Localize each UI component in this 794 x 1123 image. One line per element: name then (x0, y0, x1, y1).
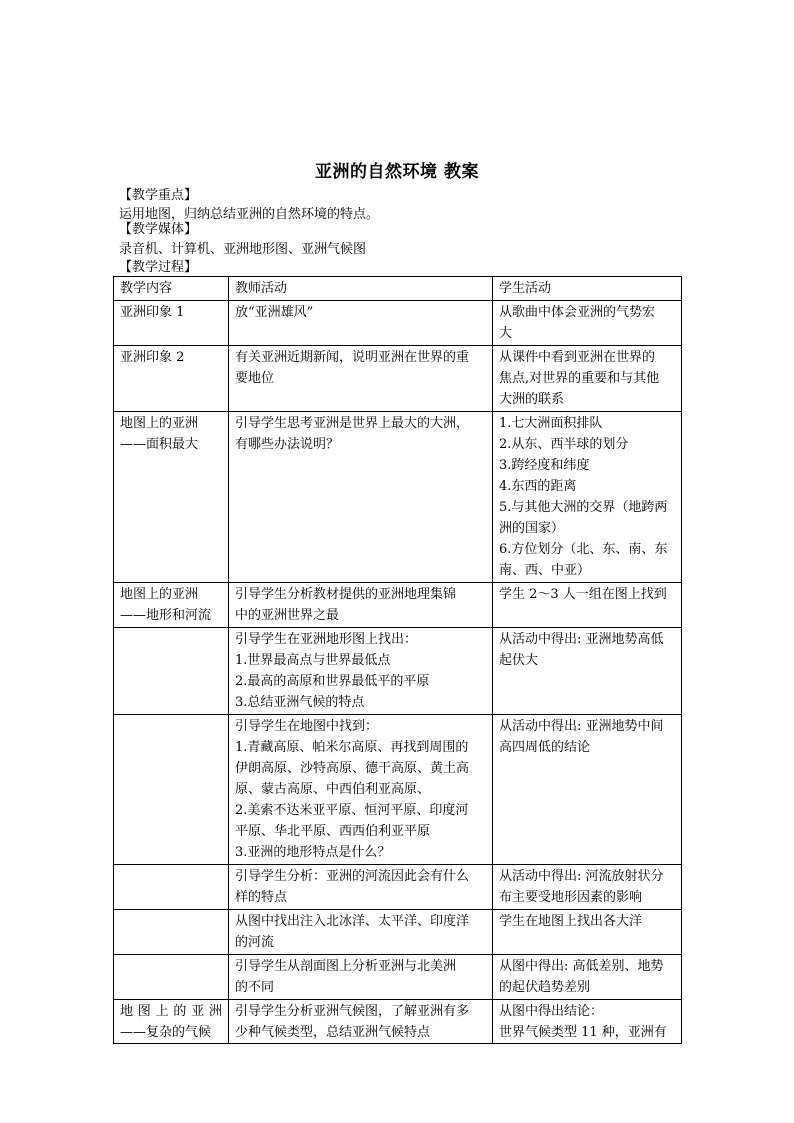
table-row (114, 910, 682, 955)
cell-line: 原、蒙古高原、中西伯利亚高原、 (235, 782, 431, 797)
cell-line: 从图中得出结论： (499, 1004, 604, 1019)
cell-teacher (229, 301, 493, 346)
cell-line: 地图上的亚洲 (120, 1004, 222, 1019)
cell-line: 大 (499, 326, 513, 341)
cell-teacher (229, 955, 493, 1000)
cell-student (493, 628, 682, 715)
cell-line: 世界气候类型 11 种，亚洲有 (499, 1025, 667, 1040)
cell-content (114, 583, 229, 628)
cell-teacher (229, 715, 493, 865)
cell-content (114, 628, 229, 715)
cell-line: 学生 2～3 人一组在图上找到 (499, 587, 667, 602)
cell-content (114, 412, 229, 583)
cell-content (114, 346, 229, 412)
cell-line: 从歌曲中体会亚洲的气势宏 (499, 305, 656, 320)
cell-line: 大洲的联系 (499, 392, 565, 407)
cell-line: 引导学生分析亚洲气候图，了解亚洲有多 (235, 1004, 470, 1019)
cell-teacher (229, 628, 493, 715)
cell-line: 1.七大洲面积排队 (499, 416, 603, 431)
cell-content (114, 1000, 229, 1044)
cell-student (493, 583, 682, 628)
cell-student (493, 301, 682, 346)
cell-line: 样的特点 (235, 890, 288, 905)
cell-line: 引导学生分析：亚洲的河流因此会有什么 (235, 869, 470, 884)
table-row (114, 1000, 682, 1044)
cell-line: 的不同 (235, 980, 275, 995)
cell-line: 亚洲印象 2 (120, 350, 185, 365)
cell-student (493, 865, 682, 910)
table-row (114, 346, 682, 412)
table-row (114, 715, 682, 865)
cell-line: 4.东西的距离 (499, 479, 577, 494)
cell-content (114, 301, 229, 346)
cell-line: 地图上的亚洲 (120, 416, 199, 431)
cell-student (493, 715, 682, 865)
table-header-row (114, 277, 682, 301)
cell-student (493, 955, 682, 1000)
cell-line: 少种气候类型，总结亚洲气候特点 (235, 1025, 431, 1040)
cell-teacher (229, 583, 493, 628)
cell-line: ——复杂的气候 (120, 1025, 212, 1040)
cell-line: 引导学生在亚洲地形图上找出： (235, 632, 418, 647)
cell-teacher (229, 910, 493, 955)
cell-line: 从课件中看到亚洲在世界的 (499, 350, 656, 365)
cell-content (114, 715, 229, 865)
table-row (114, 865, 682, 910)
cell-line: 1.世界最高点与世界最低点 (235, 653, 391, 668)
table-row (114, 301, 682, 346)
cell-teacher (229, 1000, 493, 1044)
section-text-media: 录音机、计算机、亚洲地形图、亚洲气候图 (119, 242, 367, 257)
cell-line: 从活动中得出: 河流放射状分 (499, 869, 664, 884)
cell-line: 引导学生思考亚洲是世界上最大的大洲， (235, 416, 470, 431)
cell-line: 要地位 (235, 371, 275, 386)
table-row (114, 628, 682, 715)
cell-line: 洲的国家） (499, 521, 565, 536)
cell-line: 3.亚洲的地形特点是什么？ (235, 845, 391, 860)
cell-line: 地图上的亚洲 (120, 587, 199, 602)
cell-line: 放“亚洲雄风” (235, 305, 314, 320)
cell-teacher (229, 346, 493, 412)
section-heading-media: 【教学媒体】 (119, 222, 198, 237)
cell-line: 有哪些办法说明？ (235, 437, 340, 452)
cell-line: 引导学生从剖面图上分析亚洲与北美洲 (235, 959, 457, 974)
cell-line: 布主要受地形因素的影响 (499, 890, 643, 905)
cell-line: 引导学生分析教材提供的亚洲地理集锦 (235, 587, 457, 602)
document-title: 亚洲的自然环境 教案 (315, 162, 479, 182)
cell-line: 引导学生在地图中找到： (235, 719, 379, 734)
table-body (114, 301, 682, 1044)
cell-line: 有关亚洲近期新闻，说明亚洲在世界的重 (235, 350, 470, 365)
cell-line: 南、西、中亚） (499, 563, 591, 578)
cell-line: 从图中得出: 高低差别、地势 (499, 959, 664, 974)
cell-line: 的河流 (235, 935, 275, 950)
cell-line: 2.美索不达米亚平原、恒河平原、印度河 (235, 803, 469, 818)
cell-content (114, 910, 229, 955)
cell-line: 从活动中得出: 亚洲地势中间 (499, 719, 664, 734)
cell-line: 中的亚洲世界之最 (235, 608, 340, 623)
section-heading-key-points: 【教学重点】 (119, 188, 198, 203)
cell-line: 学生在地图上找出各大洋 (499, 914, 643, 929)
cell-line: 亚洲印象 1 (120, 305, 185, 320)
cell-line: 2.最高的高原和世界最低平的平原 (235, 674, 430, 689)
cell-line: 2.从东、西半球的划分 (499, 437, 629, 452)
cell-line: ——地形和河流 (120, 608, 212, 623)
cell-line: 伊朗高原、沙特高原、德干高原、黄土高 (235, 761, 470, 776)
cell-line: 6.方位划分（北、东、南、东 (499, 542, 668, 557)
section-heading-process: 【教学过程】 (119, 260, 198, 275)
table-row (114, 955, 682, 1000)
cell-line: 从活动中得出: 亚洲地势高低 (499, 632, 664, 647)
header-student: 学生活动 (493, 277, 682, 301)
cell-line: 的起伏趋势差别 (499, 980, 591, 995)
cell-line: 3.总结亚洲气候的特点 (235, 695, 365, 710)
table-row (114, 412, 682, 583)
cell-student (493, 412, 682, 583)
lesson-plan-table (113, 276, 682, 1044)
cell-student (493, 346, 682, 412)
cell-teacher (229, 865, 493, 910)
table-row (114, 583, 682, 628)
cell-student (493, 910, 682, 955)
cell-line: ——面积最大 (120, 437, 199, 452)
cell-line: 从图中找出注入北冰洋、太平洋、印度洋 (235, 914, 470, 929)
cell-line: 1.青藏高原、帕米尔高原、再找到周围的 (235, 740, 469, 755)
cell-content (114, 865, 229, 910)
cell-line: 5.与其他大洲的交界（地跨两 (499, 500, 668, 515)
cell-content (114, 955, 229, 1000)
cell-line: 焦点,对世界的重要和与其他 (499, 371, 660, 386)
cell-line: 3.跨经度和纬度 (499, 458, 590, 473)
cell-student (493, 1000, 682, 1044)
header-content: 教学内容 (114, 277, 229, 301)
cell-line: 起伏大 (499, 653, 539, 668)
section-text-key-points: 运用地图，归纳总结亚洲的自然环境的特点。 (119, 207, 380, 222)
cell-line: 平原、华北平原、西西伯利亚平原 (235, 824, 431, 839)
cell-line: 高四周低的结论 (499, 740, 591, 755)
header-teacher: 教师活动 (229, 277, 493, 301)
cell-teacher (229, 412, 493, 583)
